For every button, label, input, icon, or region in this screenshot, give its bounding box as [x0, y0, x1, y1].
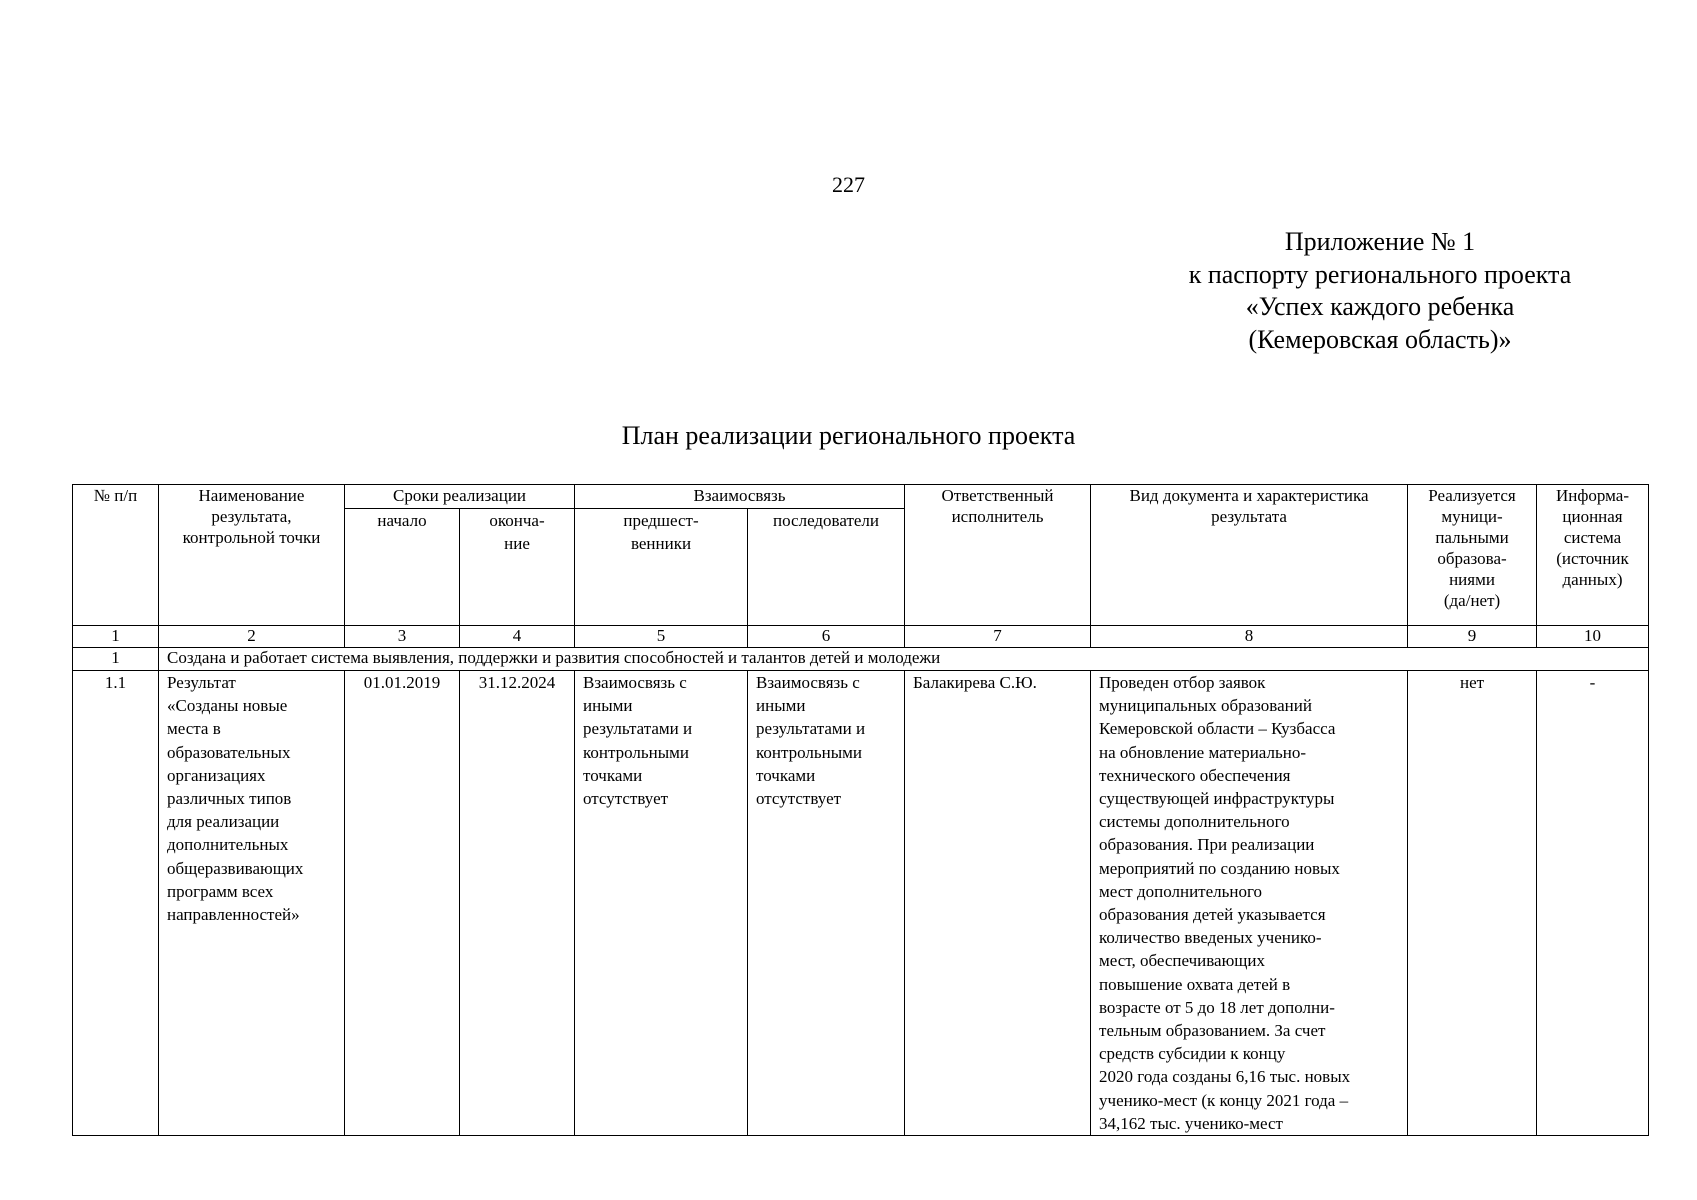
row-number: 1.1: [73, 671, 159, 1136]
column-number-row: [73, 626, 1649, 648]
header-start: начало: [345, 509, 460, 626]
header-end: оконча- ние: [460, 509, 575, 626]
row-result-name: Результат «Созданы новые места в образовательных организациях различных типов для реализации дополнительных общеразвивающих программ всех направленностей»: [159, 671, 345, 1136]
row-municipal: нет: [1408, 671, 1537, 1136]
row-responsible: Балакирева С.Ю.: [905, 671, 1091, 1136]
column-number: 2: [159, 626, 345, 648]
header-name: Наименование результата, контрольной точки: [159, 485, 345, 626]
column-number: 8: [1091, 626, 1408, 648]
row-predecessors: Взаимосвязь с иными результатами и контрольными точками отсутствует: [575, 671, 748, 1136]
appendix-line: к паспорту регионального проекта: [1188, 259, 1572, 289]
page-number: 227: [832, 172, 865, 197]
column-number: 1: [73, 626, 159, 648]
header-predecessors: предшест- венники: [575, 509, 748, 626]
header-municipal: Реализуется муници- пальными образова- ниями (да/нет): [1408, 485, 1537, 626]
header-terms: Сроки реализации: [345, 485, 575, 509]
header-responsible: Ответственный исполнитель: [905, 485, 1091, 626]
appendix-heading: [1160, 226, 1600, 356]
section-number: 1: [73, 648, 159, 671]
header-row: [73, 485, 1649, 509]
table-row: [73, 671, 1649, 1136]
row-end-date: 31.12.2024: [460, 671, 575, 1136]
header-successors: последователи: [748, 509, 905, 626]
column-number: 6: [748, 626, 905, 648]
document-title: План реализации регионального проекта: [621, 421, 1076, 450]
header-doc-type: Вид документа и характеристика результата: [1091, 485, 1408, 626]
column-number: 5: [575, 626, 748, 648]
section-row: [73, 648, 1649, 671]
header-relation: Взаимосвязь: [575, 485, 905, 509]
column-number: 7: [905, 626, 1091, 648]
column-number: 9: [1408, 626, 1537, 648]
header-num: № п/п: [73, 485, 159, 626]
header-info-system: Информа- ционная система (источник данных): [1537, 485, 1649, 626]
column-number: 10: [1537, 626, 1649, 648]
row-info-system: -: [1537, 671, 1649, 1136]
section-title: Создана и работает система выявления, поддержки и развития способностей и талантов детей и молодежи: [159, 648, 1649, 671]
row-start-date: 01.01.2019: [345, 671, 460, 1136]
row-successors: Взаимосвязь с иными результатами и контрольными точками отсутствует: [748, 671, 905, 1136]
appendix-line: (Кемеровская область)»: [1248, 324, 1512, 354]
implementation-plan-table: [72, 484, 1649, 1136]
appendix-line: «Успех каждого ребенка: [1245, 292, 1515, 321]
column-number: 3: [345, 626, 460, 648]
row-document-type: Проведен отбор заявок муниципальных образований Кемеровской области – Кузбасса на обновление материально- технического обеспечения существующей инфраструктуры системы дополнительного образования. При реализации мероприятий по созданию новых мест дополнительного образования детей указывается количество введеных ученико- мест, обеспечивающих повышение охвата детей в возрасте от 5 до 18 лет дополни- тельным образованием. За счет средств субсидии к концу 2020 года созданы 6,16 тыс. новых ученико-мест (к концу 2021 года – 34,162 тыс. ученико-мест: [1091, 671, 1408, 1136]
column-number: 4: [460, 626, 575, 648]
appendix-line: Приложение № 1: [1284, 227, 1476, 256]
